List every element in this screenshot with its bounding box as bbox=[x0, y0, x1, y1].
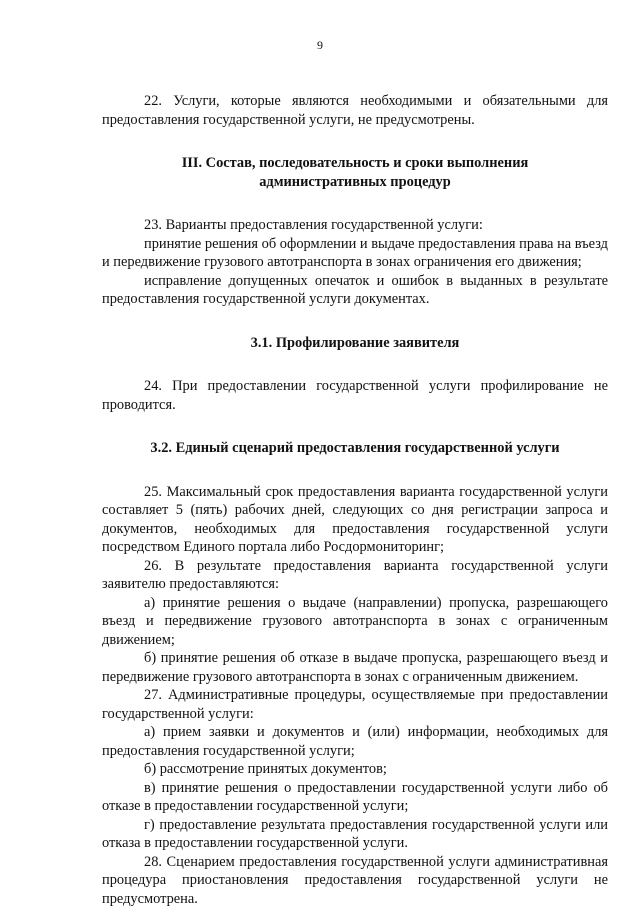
paragraph-28: 28. Сценарием предоставления государственной услуги административная процедура приостановления предоставления государственной услуги не предусмотрена. bbox=[102, 853, 608, 908]
section-3-1-heading: 3.1. Профилирование заявителя bbox=[102, 334, 608, 353]
paragraph-26-b: б) принятие решения об отказе в выдаче пропуска, разрешающего въезд и передвижение грузового автотранспорта в зонах с ограниченным движением. bbox=[102, 649, 608, 686]
paragraph-27: 27. Административные процедуры, осуществляемые при предоставлении государственной услуги: bbox=[102, 686, 608, 723]
section-3-2-heading: 3.2. Единый сценарий предоставления государственной услуги bbox=[102, 439, 608, 458]
document-body bbox=[102, 92, 608, 908]
paragraph-25: 25. Максимальный срок предоставления варианта государственной услуги составляет 5 (пять) рабочих дней, следующих со дня регистрации запроса и документов, необходимых для предоставления государственной услуги посредством Единого портала либо Росдормониторинг; bbox=[102, 483, 608, 557]
section-3-heading-line-2: административных процедур bbox=[102, 173, 608, 192]
paragraph-26-a: а) принятие решения о выдаче (направлении) пропуска, разрешающего въезд и передвижение грузового автотранспорта в зонах с ограниченным движением; bbox=[102, 594, 608, 650]
paragraph-23-item-1: принятие решения об оформлении и выдаче предоставления права на въезд и передвижение грузового автотранспорта в зонах ограничения его движения; bbox=[102, 235, 608, 272]
paragraph-27-g: г) предоставление результата предоставления государственной услуги или отказа в предоставлении государственной услуги. bbox=[102, 816, 608, 853]
page-number: 9 bbox=[0, 38, 640, 53]
paragraph-27-b: б) рассмотрение принятых документов; bbox=[102, 760, 608, 779]
paragraph-23-item-2: исправление допущенных опечаток и ошибок в выданных в результате предоставления государственной услуги документах. bbox=[102, 272, 608, 309]
paragraph-27-a: а) прием заявки и документов и (или) информации, необходимых для предоставления государственной услуги; bbox=[102, 723, 608, 760]
paragraph-23: 23. Варианты предоставления государственной услуги: bbox=[102, 216, 608, 235]
section-3-heading-line-1: III. Состав, последовательность и сроки выполнения bbox=[102, 154, 608, 173]
paragraph-22: 22. Услуги, которые являются необходимыми и обязательными для предоставления государственной услуги, не предусмотрены. bbox=[102, 92, 608, 129]
paragraph-27-v: в) принятие решения о предоставлении государственной услуги либо об отказе в предоставлении государственной услуги; bbox=[102, 779, 608, 816]
paragraph-24: 24. При предоставлении государственной услуги профилирование не проводится. bbox=[102, 377, 608, 414]
paragraph-26: 26. В результате предоставления варианта государственной услуги заявителю предоставляются: bbox=[102, 557, 608, 594]
